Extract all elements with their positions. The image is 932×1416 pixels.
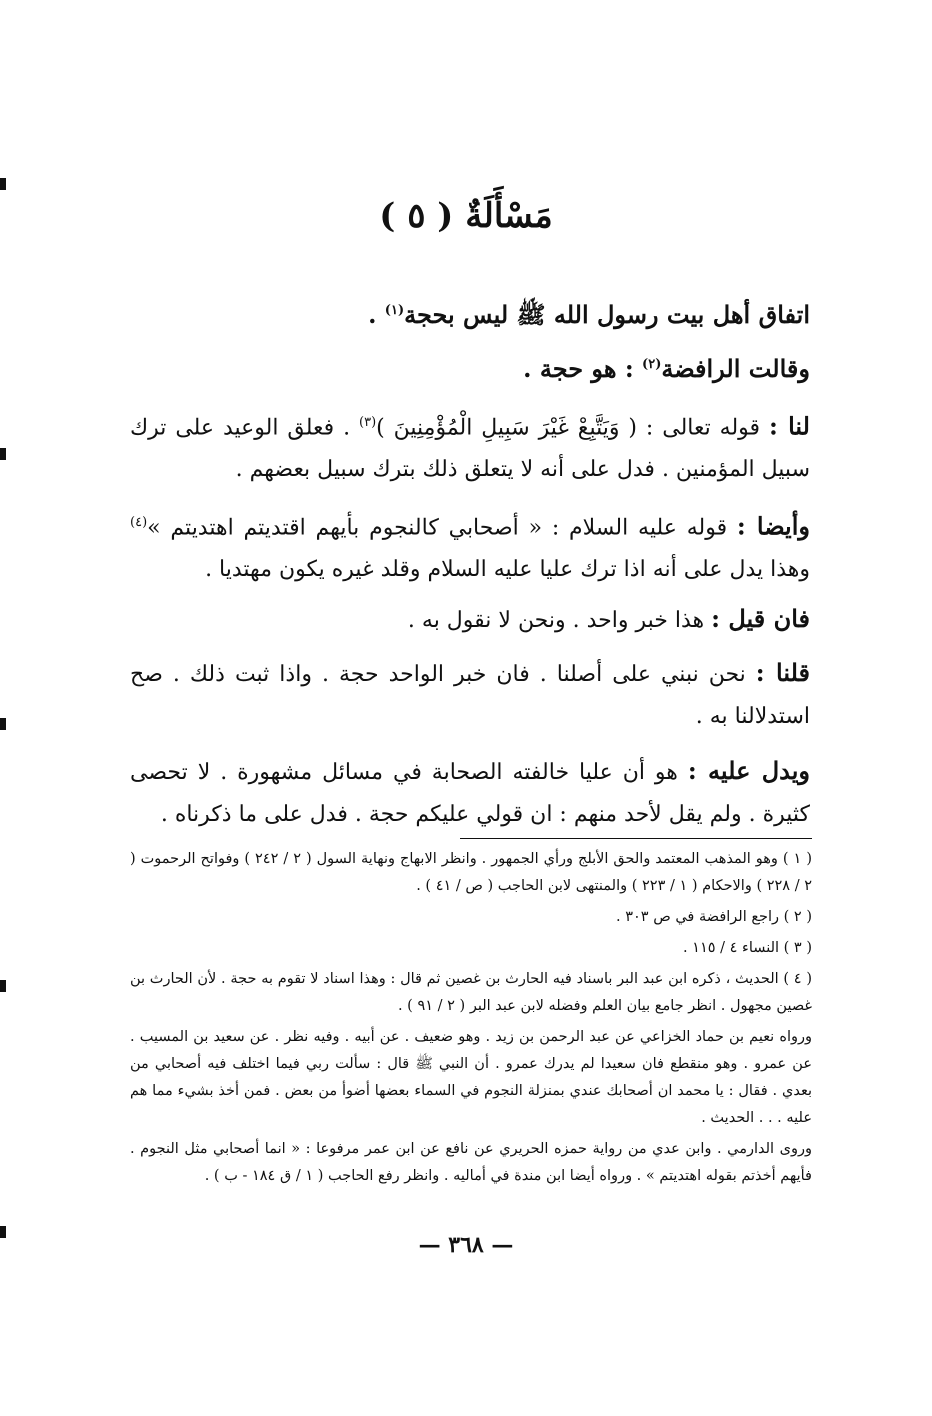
paragraph-text: نحن نبني على أصلنا . فان خبر الواحد حجة . واذا ثبت ذلك . صح استدلالنا به .: [130, 662, 810, 729]
footnote-ref-4: (٤): [130, 515, 148, 530]
footnote-divider: [460, 838, 812, 839]
paragraph-text: . فعلق الوعيد على ترك سبيل المؤمنين . فدل على أنه لا يتعلق ذلك بترك سبيل بعضهم .: [130, 415, 810, 483]
section-heading: مَسْأَلَةٌ ( ٥ ): [379, 196, 553, 236]
paragraph-lead: لنا :: [768, 411, 810, 441]
paragraph-lead: قلنا :: [755, 658, 810, 687]
paragraph-1: [130, 290, 810, 336]
paragraph-5: [130, 598, 810, 642]
footnote-1: ( ١ ) وهو المذهب المعتمد والحق الأبلج ورأي الجمهور . وانظر الابهاج ونهاية السول ( ٢ / ٢٤٢ ) وفواتح الرحموت ( ٢ / ٢٢٨ ) والاحكام ( ١ / ٢٢٣ ) والمنتهى لابن الحاجب ( ص / ٤١ ) .: [130, 851, 812, 894]
margin-mark: [0, 718, 6, 730]
paragraph-6: [130, 652, 810, 738]
paragraph-4: [130, 502, 810, 591]
paragraph-lead: ويدل عليه :: [687, 756, 811, 785]
paragraph-7: [130, 750, 810, 836]
paragraph-text: : هو حجة .: [523, 354, 643, 383]
paragraph-text: هذا خبر واحد . ونحن لا نقول به .: [407, 608, 712, 633]
margin-mark: [0, 178, 6, 190]
paragraph-text: وقالت الرافضة: [661, 354, 810, 383]
footnote-ref-1: (١): [384, 303, 405, 318]
footnote-4-continued: وروى الدارمي . وابن عدي من رواية حمزه الحريري عن نافع عن ابن عمر مرفوعا : « انما أصحابي مثل النجوم . فأيهم أخذتم بقوله اهتديتم » . ورواه أيضا ابن مندة في أماليه . وانظر رفع الحاجب ( ١ / ق ١٨٤ - ب ) .: [130, 1141, 812, 1184]
footnotes: [130, 846, 812, 1194]
margin-mark: [0, 980, 6, 992]
footnote-3: ( ٣ ) النساء ٤ / ١١٥ .: [682, 940, 812, 956]
paragraph-lead: وأيضا :: [736, 511, 810, 541]
footnote-ref-2: (٢): [642, 357, 662, 372]
margin-mark: [0, 1226, 6, 1238]
margin-mark: [0, 448, 6, 460]
paragraph-text: قوله تعالى : ( وَيَتَّبِعْ غَيْرَ سَبِيلِ الْمُؤْمِنِينَ ): [376, 415, 769, 441]
paragraph-3: [130, 402, 810, 491]
paragraph-2: [130, 344, 810, 390]
paragraph-text: هو أن عليا خالفته الصحابة في مسائل مشهورة . لا تحصى كثيرة . ولم يقل لأحد منهم : ان قولي عليكم حجة . فدل على ما ذكرناه .: [130, 760, 810, 827]
page-number: — ٣٦٨ —: [418, 1232, 514, 1258]
paragraph-text: .: [368, 300, 385, 329]
footnote-4: ( ٤ ) الحديث ، ذكره ابن عبد البر باسناد فيه الحارث بن غصين ثم قال : وهذا اسناد لا تقوم به حجة . لأن الحارث بن غصين مجهول . انظر جامع بيان العلم وفضله لابن عبد البر ( ٢ / ٩١ ) .: [130, 971, 812, 1014]
paragraph-text: وهذا يدل على أنه اذا ترك عليا عليه السلام وقلد غيره يكون مهتديا .: [205, 557, 810, 583]
footnote-4-continued: ورواه نعيم بن حماد الخزاعي عن عبد الرحمن بن زيد . وهو ضعيف . عن أبيه . وفيه نظر . عن سعيد بن المسيب . عن عمرو . وهو منقطع فان سعيدا لم يدرك عمرو . أن النبي ﷺ قال : سألت ربي فيما اختلف فيه أصحابي من بعدي . فقال : يا محمد ان أصحابك عندي بمنزلة النجوم في السماء بعضها أضوأ من بعض . فمن أخذ بشيء مما هم عليه . . . الحديث .: [130, 1029, 812, 1126]
paragraph-text: اتفاق أهل بيت رسول الله ﷺ ليس بحجة: [404, 300, 810, 329]
footnote-ref-3: (٣): [359, 415, 377, 430]
paragraph-text: قوله عليه السلام : « أصحابي كالنجوم بأيهم اقتديتم اهتديتم »: [147, 515, 737, 541]
paragraph-lead: فان قيل :: [711, 604, 810, 633]
footnote-2: ( ٢ ) راجع الرافضة في ص ٣٠٣ .: [616, 909, 812, 925]
